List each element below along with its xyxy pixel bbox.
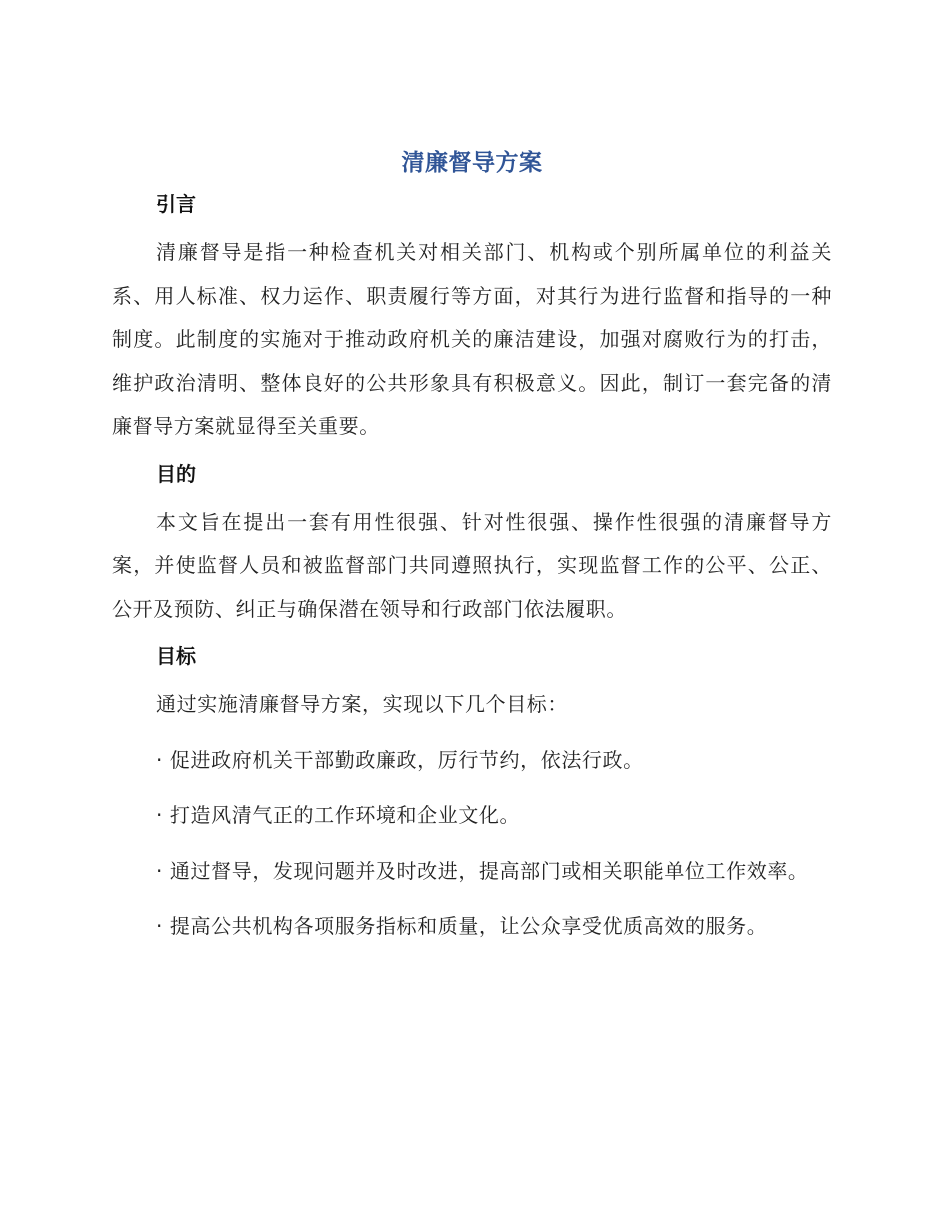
goal-bullet-item: · 促进政府机关干部勤政廉政，厉行节约，依法行政。	[156, 747, 644, 772]
introduction-paragraph: 清廉督导是指一种检查机关对相关部门、机构或个别所属单位的利益关系、用人标准、权力运作、职责履行等方面，对其行为进行监督和指导的一种制度。此制度的实施对于推动政府机关的廉洁建设，加强对腐败行为的打击，维护政治清明、整体良好的公共形象具有积极意义。因此，制订一套完备的清廉督导方案就显得至关重要。	[112, 240, 832, 438]
section-goals	[112, 641, 832, 949]
goal-bullet-item: · 提高公共机构各项服务指标和质量，让公众享受优质高效的服务。	[156, 914, 768, 938]
section-purpose	[112, 459, 832, 632]
document-title: 清廉督导方案	[401, 150, 543, 176]
section-heading-goals: 目标	[156, 644, 196, 668]
section-heading-introduction: 引言	[156, 192, 196, 216]
section-heading-purpose: 目的	[156, 461, 196, 486]
goals-intro: 通过实施清廉督导方案，实现以下几个目标：	[156, 692, 568, 716]
goal-bullet-item: · 通过督导，发现问题并及时改进，提高部门或相关职能单位工作效率。	[156, 858, 809, 883]
document-page	[112, 145, 832, 961]
purpose-paragraph: 本文旨在提出一套有用性很强、针对性很强、操作性很强的清廉督导方案，并使监督人员和被监督部门共同遵照执行，实现监督工作的公平、公正、公开及预防、纠正与确保潜在领导和行政部门依法履职。	[112, 509, 832, 621]
goal-bullet-item: · 打造风清气正的工作环境和企业文化。	[156, 803, 521, 827]
section-introduction	[112, 189, 832, 449]
